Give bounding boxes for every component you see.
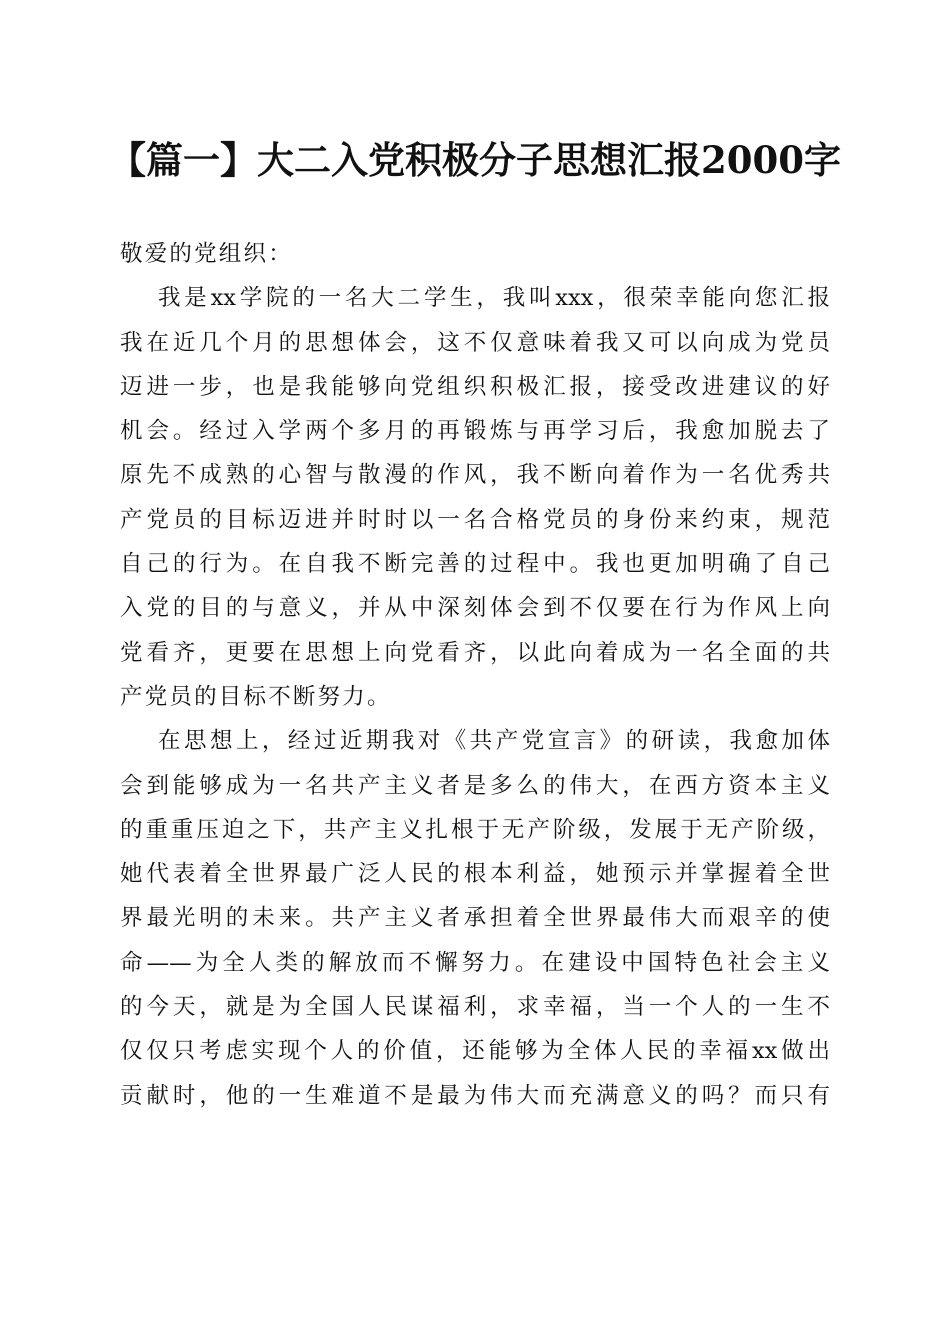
paragraph-line: 党看齐，更要在思想上向党看齐，以此向着成为一名全面的共 [120, 639, 830, 666]
paragraph-line: 入党的目的与意义，并从中深刻体会到不仅要在行为作风上向 [120, 595, 830, 622]
paragraph-line: 迈进一步，也是我能够向党组织积极汇报，接受改进建议的好 [120, 373, 830, 400]
paragraph-line: 机会。经过入学两个多月的再锻炼与再学习后，我愈加脱去了 [120, 418, 830, 445]
paragraph-line: 产党员的目标不断努力。 [120, 683, 392, 710]
paragraph-line: 我是xx学院的一名大二学生，我叫xxx，很荣幸能向您汇报 [158, 285, 830, 312]
document-title: 【篇一】大二入党积极分子思想汇报2000字 [109, 138, 841, 182]
paragraph-line: 会到能够成为一名共产主义者是多么的伟大，在西方资本主义 [120, 772, 830, 799]
paragraph-line: 贡献时，他的一生难道不是最为伟大而充满意义的吗？而只有 [120, 1082, 830, 1109]
paragraph-line: 仅仅只考虑实现个人的价值，还能够为全体人民的幸福xx做出 [120, 1038, 830, 1065]
paragraph-line: 的重重压迫之下，共产主义扎根于无产阶级，发展于无产阶级， [120, 816, 830, 843]
salutation: 敬爱的党组织： [120, 241, 293, 267]
paragraph-line: 命——为全人类的解放而不懈努力。在建设中国特色社会主义 [120, 949, 830, 976]
paragraph-line: 她代表着全世界最广泛人民的根本利益，她预示并掌握着全世 [120, 861, 830, 888]
paragraph-line: 自己的行为。在自我不断完善的过程中。我也更加明确了自己 [120, 551, 830, 578]
paragraph-line: 在思想上，经过近期我对《共产党宣言》的研读，我愈加体 [158, 728, 830, 755]
paragraph-line: 原先不成熟的心智与散漫的作风，我不断向着作为一名优秀共 [120, 462, 830, 489]
document-body [120, 232, 830, 1118]
paragraph-line: 我在近几个月的思想体会，这不仅意味着我又可以向成为党员 [120, 329, 830, 356]
paragraph-line: 的今天，就是为全国人民谋福利，求幸福，当一个人的一生不 [120, 994, 830, 1021]
paragraph-line: 界最光明的未来。共产主义者承担着全世界最伟大而艰辛的使 [120, 905, 830, 932]
paragraph-line: 产党员的目标迈进并时时以一名合格党员的身份来约束，规范 [120, 506, 830, 533]
